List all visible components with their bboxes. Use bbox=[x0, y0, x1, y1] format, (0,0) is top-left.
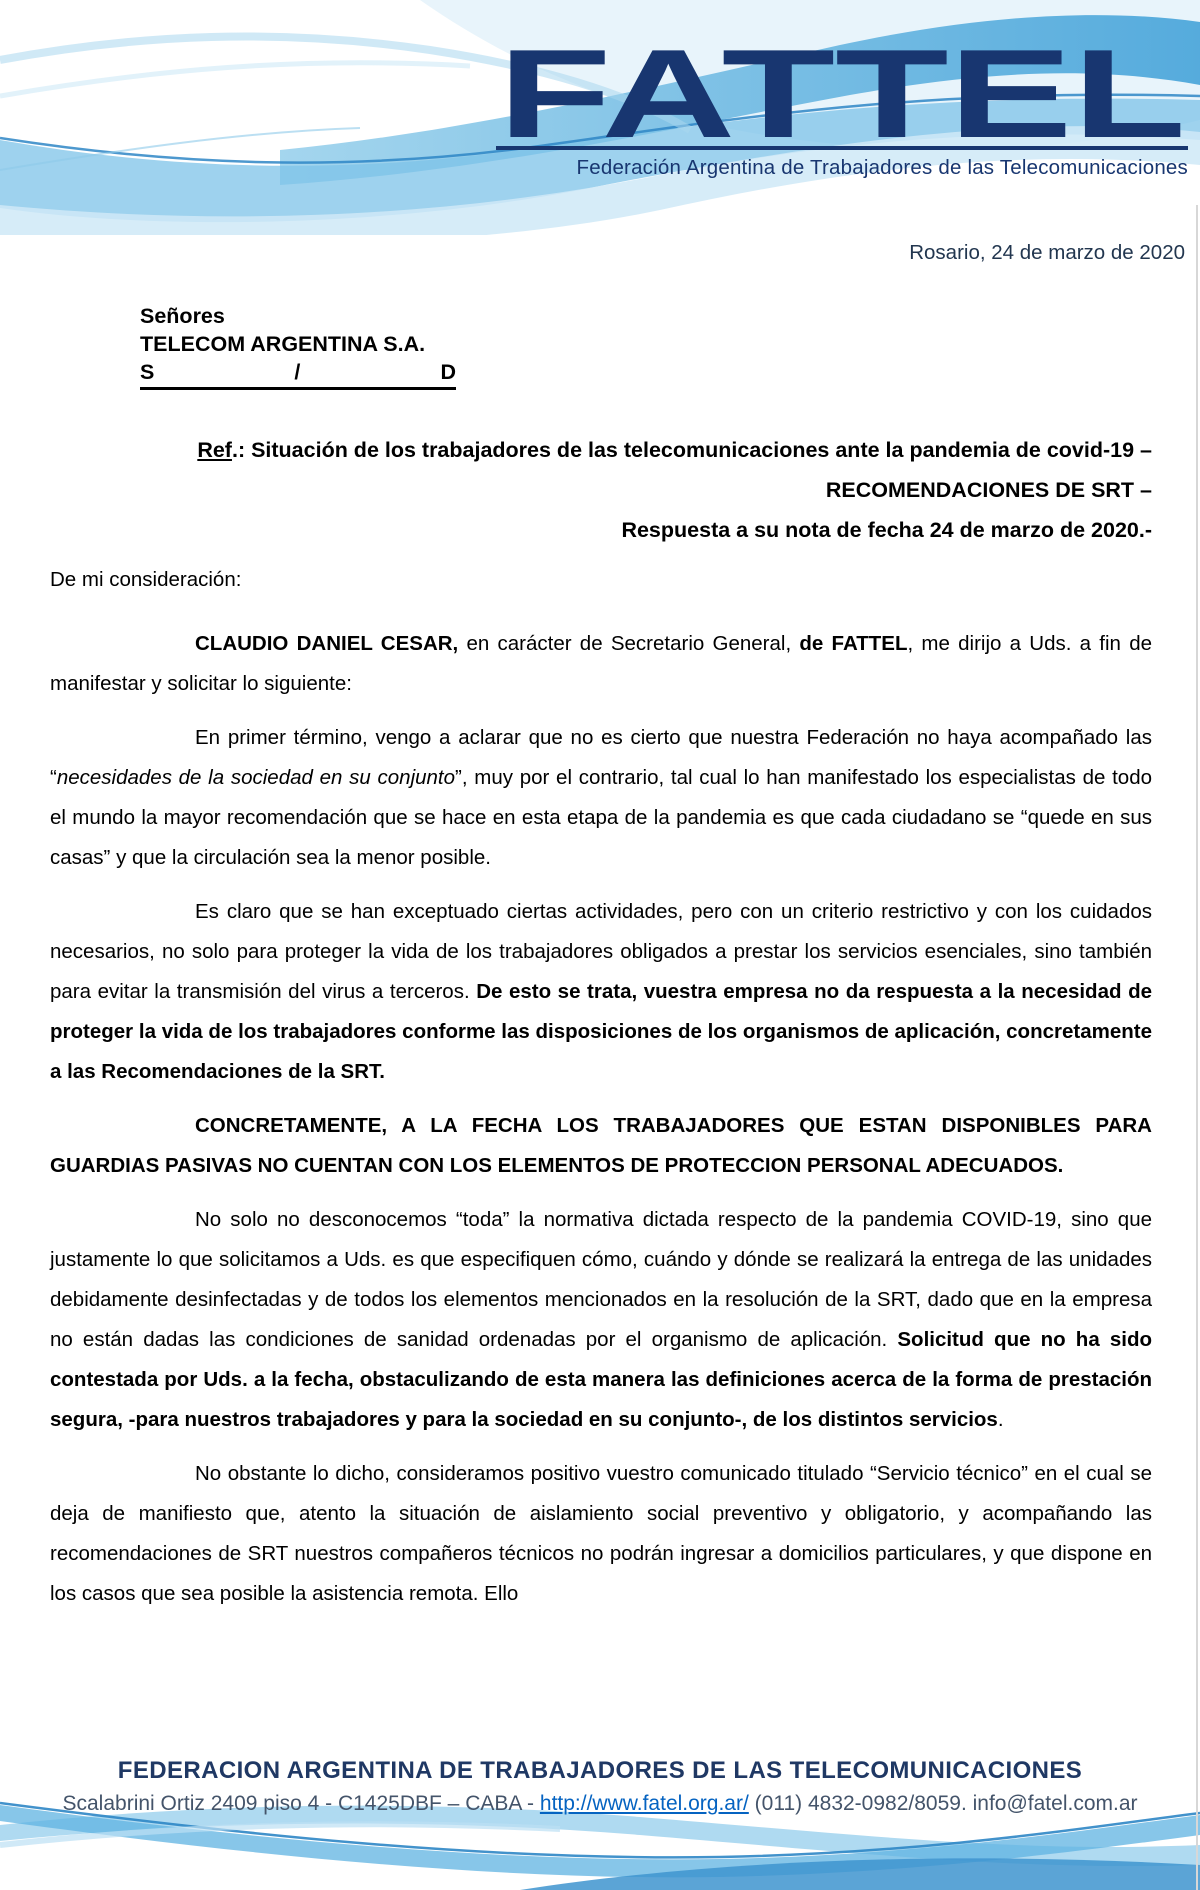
paragraph-5: No solo no desconocemos “toda” la normativa dictada respecto de la pandemia COVID-19, sino que justamente lo que solicitamos a Uds. es que especifiquen cómo, cuándo y dónde se realizará la entrega de las unidades debidamente desinfectadas y de todos los elementos mencionados en la resolución de la SRT, dado que en la empresa no están dadas las condiciones de sanidad ordenadas por el organismo de aplicación. Solicitud que no ha sido contestada por Uds. a la fecha, obstaculizando de esta manera las definiciones acerca de la forma de prestación segura, -para nuestros trabajadores y para la sociedad en su conjunto-, de los distintos servicios. bbox=[50, 1208, 1152, 1431]
fattel-logo-wordmark bbox=[496, 34, 1188, 144]
paragraph-1: CLAUDIO DANIEL CESAR, en carácter de Secretario General, de FATTEL, me dirijo a Uds. a fin de manifestar y solicitar lo siguiente: bbox=[50, 632, 1152, 695]
logo-divider bbox=[496, 146, 1188, 150]
footer-link[interactable]: http://www.fatel.org.ar/ bbox=[539, 1792, 749, 1815]
footer bbox=[0, 1756, 1200, 1818]
svg-text:FATTEL: FATTEL bbox=[498, 34, 1186, 144]
letter-body bbox=[50, 624, 1152, 1614]
reference-block bbox=[50, 430, 1152, 550]
paragraph-2: En primer término, vengo a aclarar que no es cierto que nuestra Federación no haya acompañado las “necesidades de la sociedad en su conjunto”, muy por el contrario, tal cual lo han manifestado los especialistas de todo el mundo la mayor recomendación que se hace en esta etapa de la pandemia es que cada ciudadano se “quede en sus casas” y que la circulación sea la menor posible. bbox=[50, 726, 1153, 869]
letter-content bbox=[50, 240, 1185, 1614]
sd-left: S bbox=[140, 360, 155, 384]
reference-line-1: Ref.: Situación de los trabajadores de las telecomunicaciones ante la pandemia de covid-19 – bbox=[197, 438, 1152, 462]
recipient-company: TELECOM ARGENTINA S.A. bbox=[140, 332, 426, 356]
recipient-block bbox=[140, 302, 456, 390]
sd-slash: / bbox=[294, 360, 301, 384]
paragraph-3: Es claro que se han exceptuado ciertas actividades, pero con un criterio restrictivo y con los cuidados necesarios, no solo para proteger la vida de los trabajadores obligados a prestar los servicios esenciales, sino también para evitar la transmisión del virus a terceros. De esto se trata, vuestra empresa no da respuesta a la necesidad de proteger la vida de los trabajadores conforme las disposiciones de los organismos de aplicación, concretamente a las Recomendaciones de la SRT. bbox=[50, 900, 1152, 1083]
footer-address-suffix: (011) 4832-0982/8059. info@fatel.com.ar bbox=[748, 1792, 1138, 1815]
recipient-sd-line bbox=[140, 358, 456, 390]
recipient-salutation: Señores bbox=[140, 304, 225, 328]
footer-address bbox=[0, 1790, 1200, 1818]
reference-line-2: RECOMENDACIONES DE SRT – bbox=[825, 478, 1152, 502]
paragraph-6: No obstante lo dicho, consideramos positivo vuestro comunicado titulado “Servicio técnico” en el cual se deja de manifiesto que, atento la situación de aislamiento social preventivo y obligatorio, y acompañando las recomendaciones de SRT nuestros compañeros técnicos no podrán ingresar a domicilios particulares, y que dispone en los casos que sea posible la asistencia remota. Ello bbox=[50, 1462, 1152, 1605]
sd-right: D bbox=[440, 360, 456, 384]
logo-subtitle: Federación Argentina de Trabajadores de las Telecomunicaciones bbox=[576, 156, 1188, 179]
date-line: Rosario, 24 de marzo de 2020 bbox=[909, 241, 1185, 264]
paragraph-4: CONCRETAMENTE, A LA FECHA LOS TRABAJADORES QUE ESTAN DISPONIBLES PARA GUARDIAS PASIVAS NO CUENTAN CON LOS ELEMENTOS DE PROTECCION PERSONAL ADECUADOS. bbox=[50, 1114, 1152, 1177]
salutation: De mi consideración: bbox=[50, 568, 242, 591]
footer-address-prefix: Scalabrini Ortiz 2409 piso 4 - C1425DBF – CABA - bbox=[62, 1792, 540, 1815]
footer-title: FEDERACION ARGENTINA DE TRABAJADORES DE LAS TELECOMUNICACIONES bbox=[117, 1757, 1083, 1784]
reference-label: Ref bbox=[197, 438, 232, 462]
fattel-logo bbox=[496, 34, 1188, 180]
page-edge-line bbox=[1196, 205, 1198, 1890]
reference-line-3: Respuesta a su nota de fecha 24 de marzo de 2020.- bbox=[621, 518, 1152, 542]
